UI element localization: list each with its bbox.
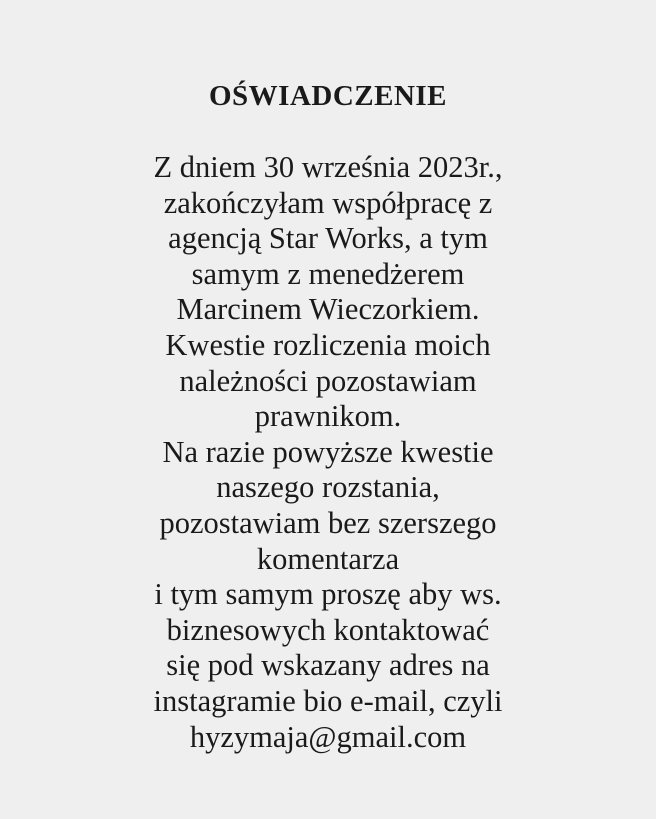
statement-line: instagramie bio e-mail, czyli [153,683,503,718]
statement-line: Kwestie rozliczenia moich [165,327,491,362]
statement-line: komentarza [256,541,400,576]
statement-line: pozostawiam bez szerszego [159,505,497,540]
statement-line: Marcinem Wieczorkiem. [176,292,480,327]
statement-line: i tym samym proszę aby ws. [154,577,502,612]
statement-line: należności pozostawiam [179,363,477,398]
statement-line: prawnikom. [254,399,402,434]
statement-line: naszego rozstania, [216,470,440,505]
statement-email-line: hyzymaja@gmail.com [189,719,467,754]
statement-title: OŚWIADCZENIE [208,80,448,112]
statement-line: samym z menedżerem [191,256,465,291]
statement-line: biznesowych kontaktować [166,612,490,647]
statement-line: Z dniem 30 września 2023r., [153,150,503,184]
statement-line: agencją Star Works, a tym [168,221,488,256]
statement-line: Na razie powyższe kwestie [162,434,494,469]
statement-line: zakończyłam współpracę z [163,185,493,220]
statement-line: się pod wskazany adres na [166,648,490,683]
statement-body [0,150,656,755]
